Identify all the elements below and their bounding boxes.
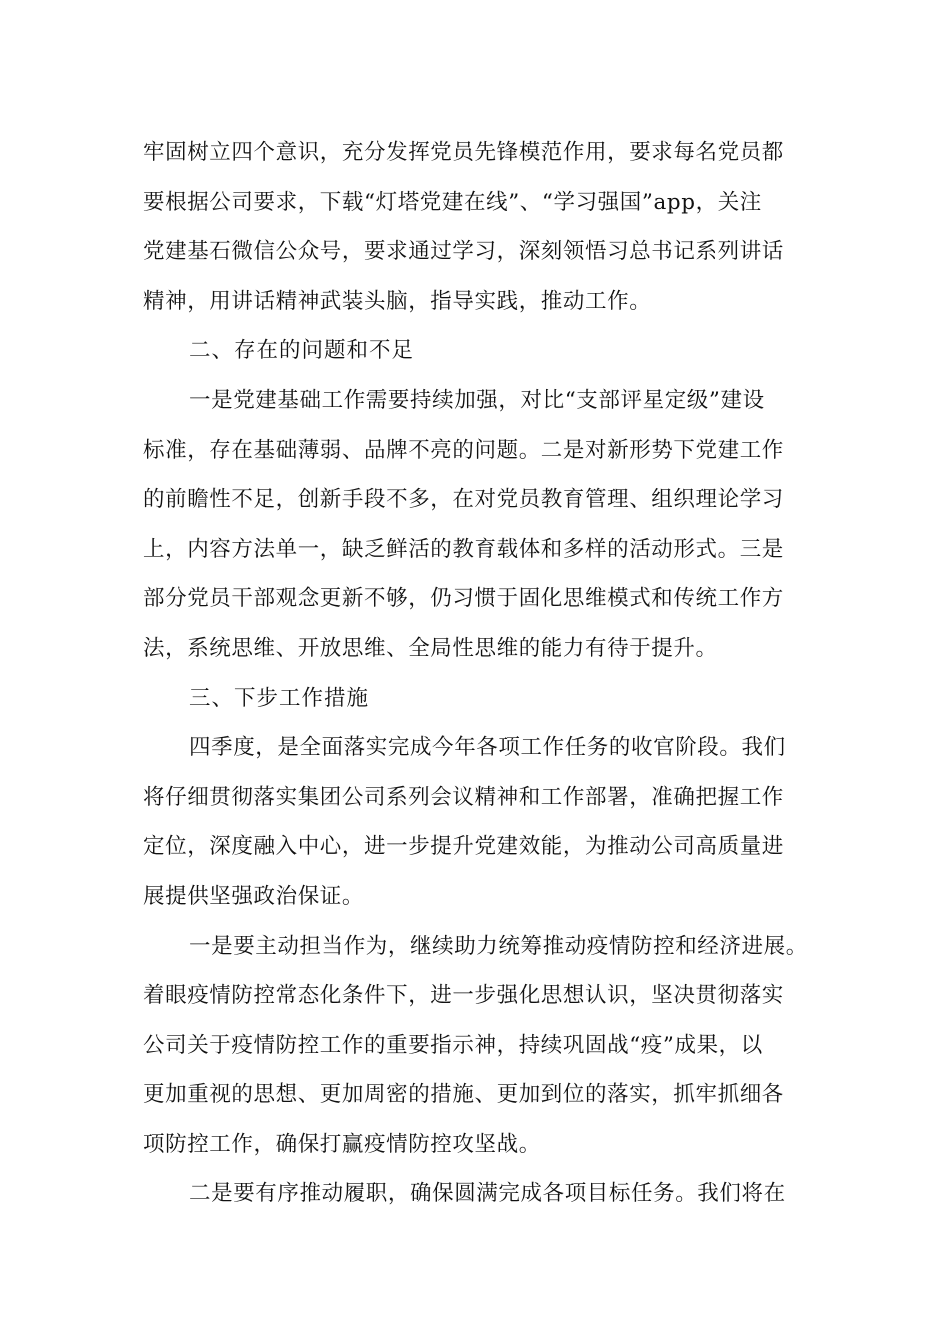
paragraph-line: 的前瞻性不足，创新手段不多，在对党员教育管理、组织理论学习 (143, 487, 784, 513)
paragraph-line: 一是党建基础工作需要持续加强，对比“支部评星定级”建设 (189, 387, 765, 413)
paragraph-line: 部分党员干部观念更新不够，仍习惯于固化思维模式和传统工作方 (143, 586, 784, 612)
paragraph-line: 四季度，是全面落实完成今年各项工作任务的收官阶段。我们 (189, 735, 786, 761)
paragraph-line: 将仔细贯彻落实集团公司系列会议精神和工作部署，准确把握工作 (143, 784, 784, 810)
paragraph-line: 牢固树立四个意识，充分发挥党员先锋模范作用，要求每名党员都 (143, 140, 784, 165)
paragraph-line: 公司关于疫情防控工作的重要指示神，持续巩固战“疫”成果，以 (143, 1032, 763, 1058)
paragraph-line: 党建基石微信公众号，要求通过学习，深刻领悟习总书记系列讲话 (143, 239, 784, 265)
paragraph-line: 更加重视的思想、更加周密的措施、更加到位的落实，抓牢抓细各 (143, 1082, 784, 1108)
paragraph-line: 法，系统思维、开放思维、全局性思维的能力有待于提升。 (143, 635, 718, 661)
paragraph-line: 定位，深度融入中心，进一步提升党建效能，为推动公司高质量进 (143, 834, 784, 860)
paragraph-line: 标准，存在基础薄弱、品牌不亮的问题。二是对新形势下党建工作 (143, 437, 784, 463)
paragraph-line: 二是要有序推动履职，确保圆满完成各项目标任务。我们将在 (189, 1181, 786, 1207)
paragraph-line: 精神，用讲话精神武装头脑，指导实践，推动工作。 (143, 288, 652, 314)
paragraph-line: 展提供坚强政治保证。 (143, 883, 365, 909)
document-body (143, 128, 843, 1219)
section-heading: 二、存在的问题和不足 (189, 338, 415, 364)
paragraph-line: 着眼疫情防控常态化条件下，进一步强化思想认识，坚决贯彻落实 (143, 983, 784, 1009)
paragraph-line: 项防控工作，确保打赢疫情防控攻坚战。 (143, 1131, 541, 1157)
paragraph-line: 要根据公司要求，下载“灯塔党建在线”、“学习强国”app，关注 (143, 189, 762, 215)
section-heading: 三、下步工作措施 (189, 685, 370, 711)
paragraph-line: 上，内容方法单一，缺乏鲜活的教育载体和多样的活动形式。三是 (143, 536, 784, 562)
paragraph-line: 一是要主动担当作为，继续助力统筹推动疫情防控和经济进展。 (189, 933, 808, 959)
